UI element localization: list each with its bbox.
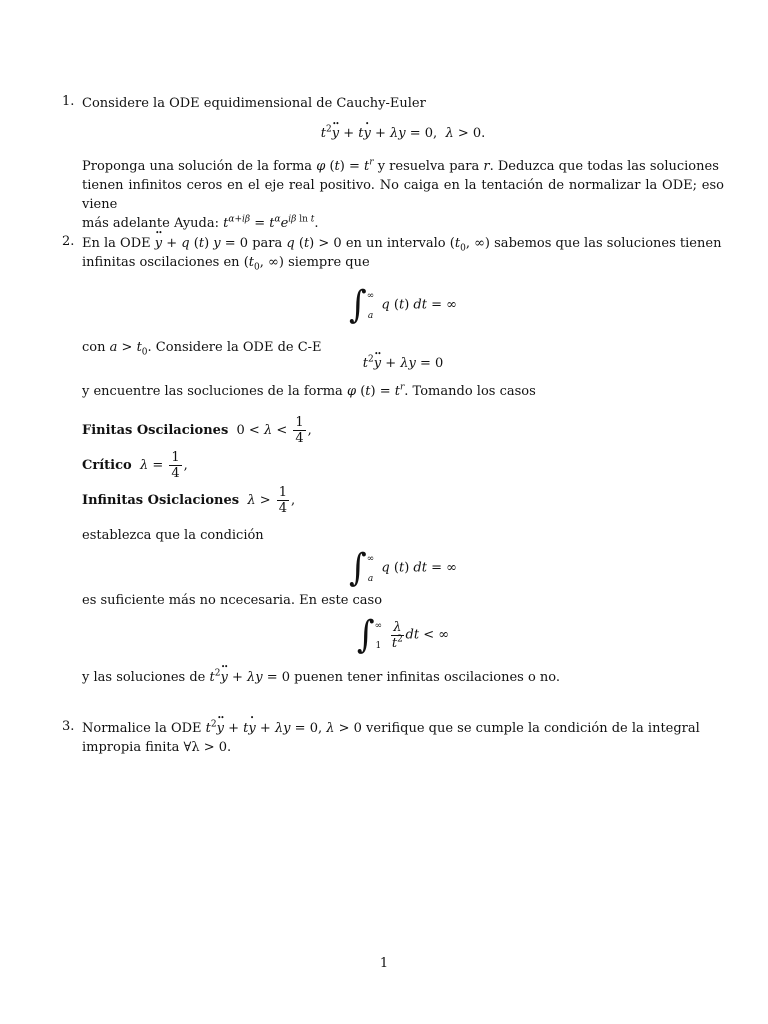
problem-3-number: 3. [62, 719, 75, 734]
problem-3-text: Normalice la ODE $t^2••$ y + t• y + λy = 0, λ > 0 verifique que se cumple la condición de la integral impropia finita ∀λ > 0. [82, 719, 724, 757]
problem-2-con: con $a > t_0$. Considere la ODE de C-E [82, 340, 322, 358]
problem-3 [62, 719, 724, 757]
problem-2-final: y las soluciones de $t^2••$ y + λy = 0 puenen tener infinitas oscilaciones o no. [82, 668, 724, 687]
problem-2-sufficient: es suficiente más no ncecesaria. En este caso [82, 593, 383, 608]
case-infinite: Infinitas Osiclaciones λ > $\frac{1}{4}$ , [82, 485, 296, 516]
case-finite: Finitas Oscilaciones 0 < λ < $\frac{1}{4}$ , [82, 415, 312, 446]
case-critical: Crítico λ = $\frac{1}{4}$ , [82, 450, 188, 481]
problem-2-number: 2. [62, 234, 75, 249]
page-number: 1 [379, 956, 389, 971]
problem-1-number: 1. [62, 94, 75, 109]
problem-1 [62, 94, 724, 233]
problem-2-establish: establezca que la condición [82, 528, 264, 543]
integral-lambda: ∫ ∞ 1 $\frac{\lambda}{t^2}$ dt < ∞ [356, 613, 450, 657]
problem-2 [62, 234, 724, 687]
ce-equation: $t^2••$ y + λy = 0 [82, 354, 724, 374]
problem-1-intro: Considere la ODE equidimensional de Cauchy-Euler [82, 96, 426, 111]
integral-condition-1: ∫ ∞ a q (t) dt = ∞ [349, 283, 457, 327]
integral-condition-2: ∫ ∞ a q (t) dt = ∞ [349, 546, 457, 590]
problem-1-equation: $t^2••$ y + t• y + λy = 0, λ > 0. [82, 124, 724, 144]
problem-1-paragraph: Proponga una solución de la forma φ $(t) = t^r$ y resuelva para r. Deduzca que todas las soluciones tienen infinitos ceros en el eje real positivo. No caiga en la tentación de normalizar la ODE; eso viene más adelante Ayuda: $t^{\alpha+i\beta} = t^\alpha e^{i\beta ln t}$. [82, 157, 724, 231]
problem-2-intro: En la ODE •• y + q (t) y = 0 para q (t) > 0 en un intervalo ($t_0$, ∞) sabemos que las soluciones tienen infinitas oscilaciones en ($t_0$, ∞) siempre que [82, 234, 724, 272]
problem-2-find: y encuentre las socluciones de la forma φ $(t) = t^r$. Tomando los casos [82, 382, 536, 399]
